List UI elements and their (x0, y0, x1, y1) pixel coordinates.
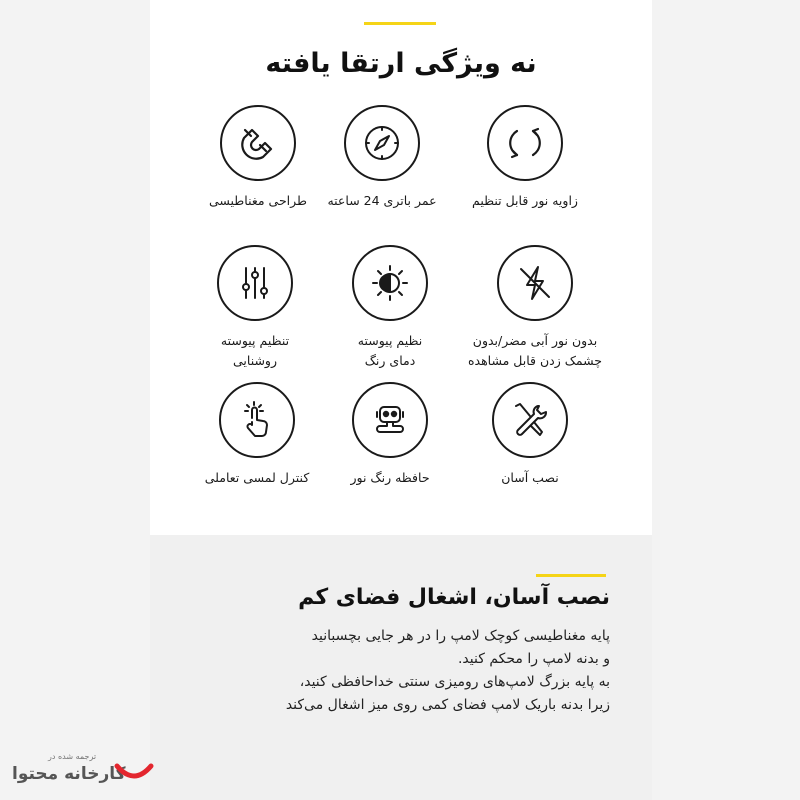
smile-logo-icon (114, 758, 154, 784)
feature-label: چشمک زدن قابل مشاهده (467, 353, 603, 368)
feature-label: نصب آسان (501, 470, 559, 485)
feature-label: بدون نور آبی مضر/بدون (472, 333, 598, 348)
feature-label: عمر باتری 24 ساعته (327, 193, 437, 208)
title-accent-bar (364, 22, 436, 25)
section-title: نصب آسان، اشغال فضای کم (298, 585, 610, 610)
feature-touch-control (177, 382, 337, 488)
feature-label: نظیم پیوسته (357, 333, 423, 348)
body-line: به پایه بزرگ لامپ‌های رومیزی سنتی خداحافظی کنید، (299, 674, 610, 690)
tools-icon (492, 382, 568, 458)
compass-icon (344, 105, 420, 181)
magnet-icon (220, 105, 296, 181)
section-accent-bar (536, 574, 606, 577)
body-line: پایه مغناطیسی کوچک لامپ را در هر جایی بچسبانید (311, 628, 610, 644)
rotate-arrows-icon (487, 105, 563, 181)
feature-adjustable-angle (445, 105, 605, 211)
page-title: نه ویژگی ارتقا یافته (265, 48, 537, 79)
no-flicker-icon (497, 245, 573, 321)
feature-label: حافظه رنگ نور (350, 470, 430, 485)
robot-icon (352, 382, 428, 458)
body-line: زیرا بدنه باریک لامپ فضای کمی روی میز اشغال می‌کند (285, 697, 610, 713)
feature-label: طراحی مغناطیسی (208, 193, 308, 208)
feature-magnetic-design (178, 105, 338, 211)
sliders-icon (217, 245, 293, 321)
body-line: و بدنه لامپ را محکم کنید. (457, 651, 610, 667)
sun-half-icon (352, 245, 428, 321)
feature-label: تنظیم پیوسته (220, 333, 290, 348)
feature-no-blue-light (455, 245, 615, 371)
feature-label: روشنایی (232, 353, 278, 368)
section-body (190, 625, 610, 717)
feature-label: کنترل لمسی تعاملی (204, 470, 310, 485)
watermark (10, 752, 160, 792)
feature-brightness (175, 245, 335, 371)
feature-label: زاویه نور قابل تنظیم (472, 193, 578, 208)
feature-label: دمای رنگ (364, 353, 416, 368)
watermark-brand: کارخانه محتوا (12, 764, 126, 784)
touch-hand-icon (219, 382, 295, 458)
feature-easy-install (450, 382, 610, 488)
watermark-caption: ترجمه شده در (48, 752, 97, 761)
